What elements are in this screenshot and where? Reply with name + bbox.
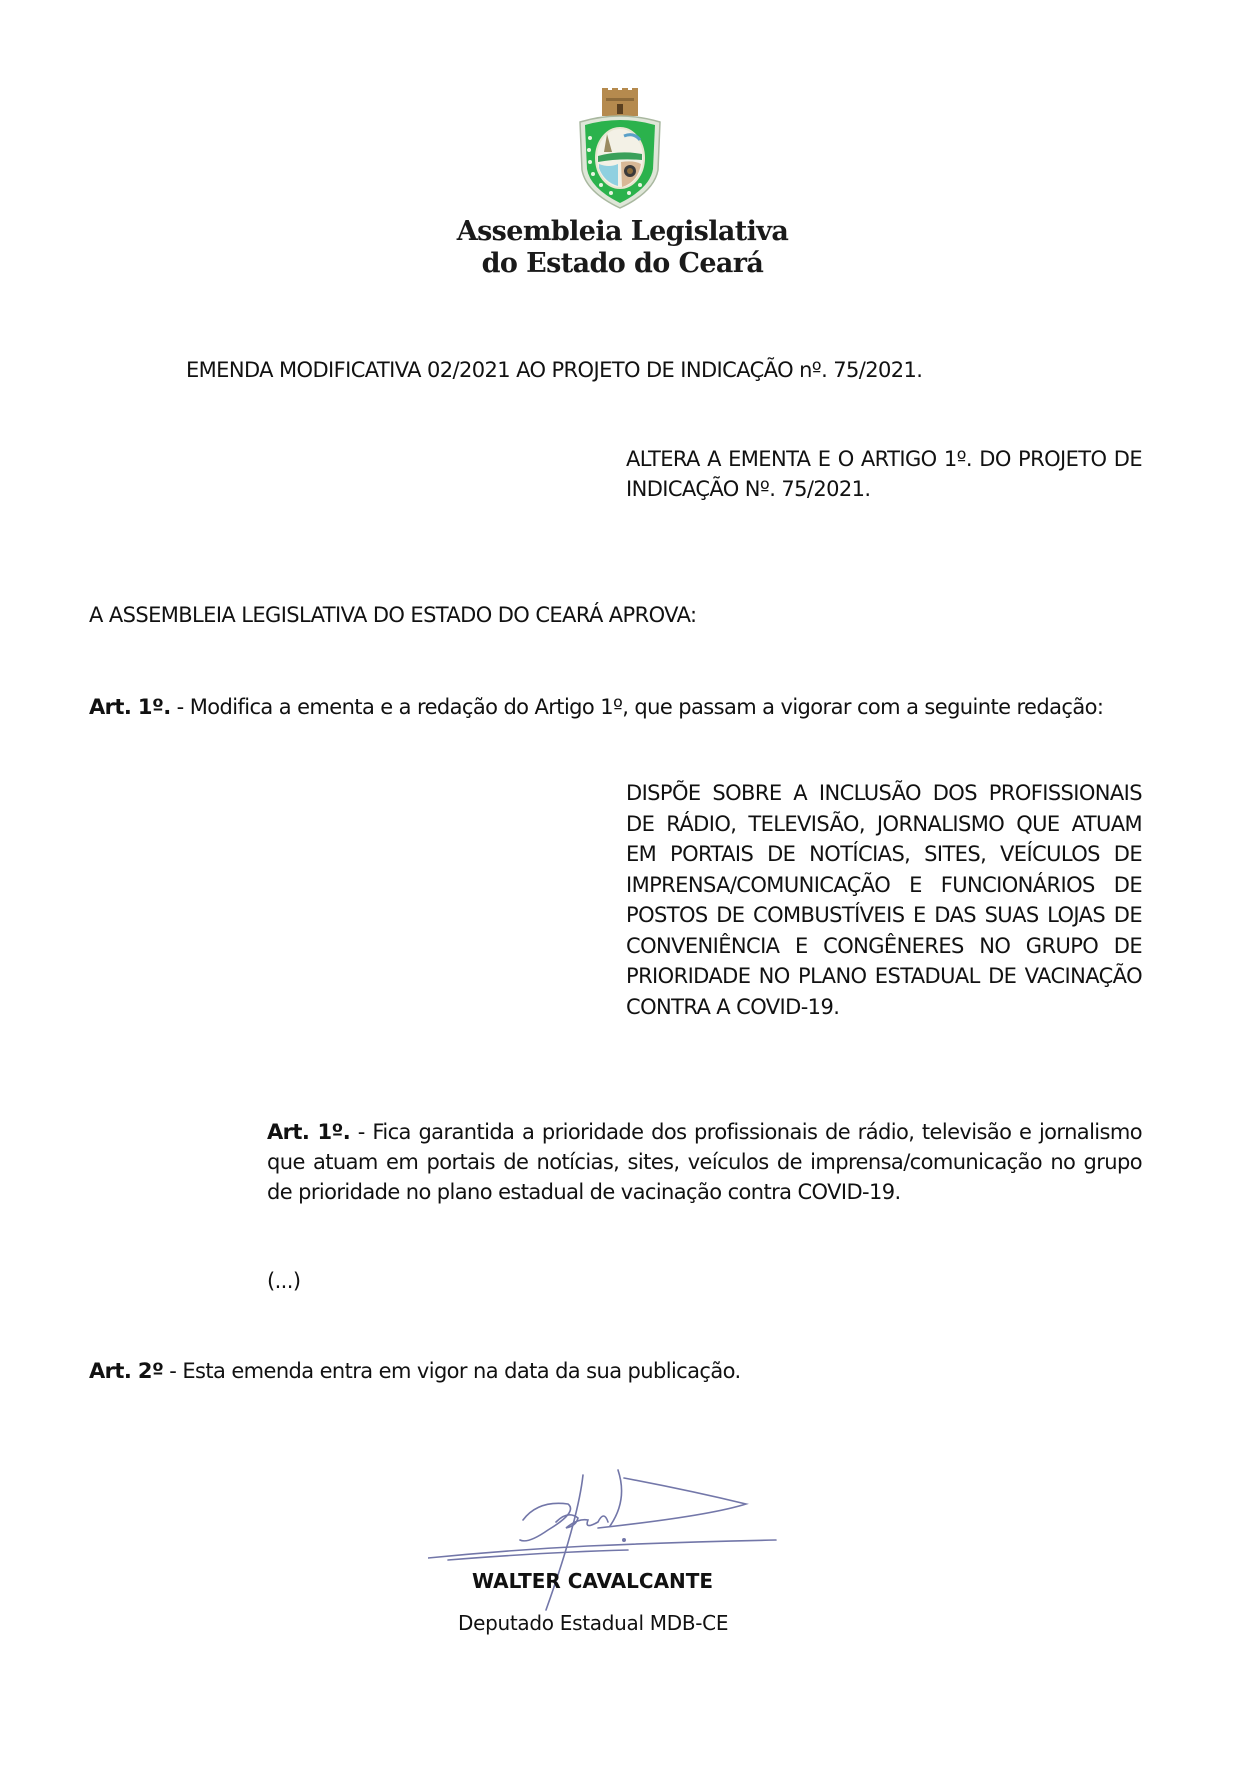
article-1-text: - Modifica a ementa e a redação do Artigo 1º, que passam a vigorar com a seguinte redação:: [170, 695, 1104, 719]
ellipsis: (...): [267, 1269, 301, 1293]
new-ementa: DISPÕE SOBRE A INCLUSÃO DOS PROFISSIONAIS DE RÁDIO, TELEVISÃO, JORNALISMO QUE ATUAM EM PORTAIS DE NOTÍCIAS, SITES, VEÍCULOS DE IMPRENSA/COMUNICAÇÃO E FUNCIONÁRIOS DE POSTOS DE COMBUSTÍVEIS E DAS SUAS LOJAS DE CONVENIÊNCIA E CONGÊNERES NO GRUPO DE PRIORIDADE NO PLANO ESTADUAL DE VACINAÇÃO CONTRA A COVID-19.: [626, 781, 1142, 1019]
article-2-label: Art. 2º: [89, 1359, 164, 1383]
institution-name: [400, 216, 845, 280]
article-2-text: - Esta emenda entra em vigor na data da sua publicação.: [163, 1359, 741, 1383]
institution-name-line2: do Estado do Ceará: [481, 248, 764, 279]
institution-name-line1: Assembleia Legislativa: [456, 216, 789, 247]
coat-of-arms-icon: [574, 88, 666, 210]
signatory-name: WALTER CAVALCANTE: [472, 1569, 714, 1593]
signature-icon: [428, 1460, 778, 1620]
preamble: A ASSEMBLEIA LEGISLATIVA DO ESTADO DO CEARÁ APROVA:: [89, 603, 697, 627]
article-2: [89, 1356, 741, 1386]
new-article-1-text: - Fica garantida a prioridade dos profissionais de rádio, televisão e jornalismo que atuam em portais de notícias, sites, veículos de imprensa/comunicação no grupo de prioridade no plano estadual de vacinação contra COVID-19.: [267, 1120, 1142, 1204]
document-title: EMENDA MODIFICATIVA 02/2021 AO PROJETO DE INDICAÇÃO nº. 75/2021.: [186, 358, 923, 382]
article-1: [89, 692, 1142, 722]
signatory-role: Deputado Estadual MDB-CE: [458, 1611, 729, 1635]
ementa: ALTERA A EMENTA E O ARTIGO 1º. DO PROJETO DE INDICAÇÃO Nº. 75/2021.: [626, 447, 1142, 501]
new-article-1-label: Art. 1º.: [267, 1120, 351, 1144]
article-1-label: Art. 1º.: [89, 695, 171, 719]
new-article-1: [267, 1117, 1142, 1207]
